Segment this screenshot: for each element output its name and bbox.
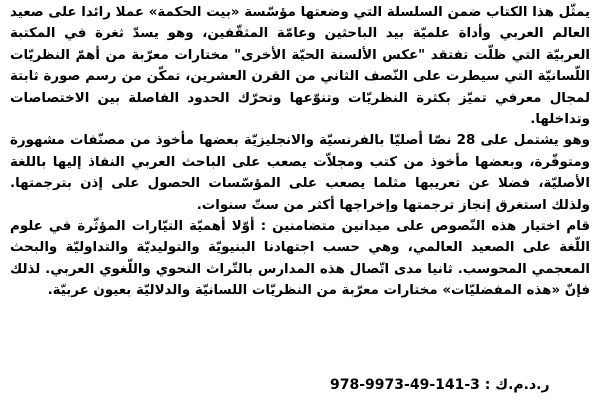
body-text bbox=[10, 2, 590, 302]
isbn-line: ر.د.م.ك : 3-141-49-9973-978 bbox=[330, 377, 550, 393]
paragraph-3: قام اختيار هذه النّصوص على ميدانين متضامنين : أوّلا أهميّة التيّارات المؤثّرة في علوم اللّغة على الصعيد العالمي، وهي حسب اجتهادنا البنيويّة والتوليديّة والتداوليّة والبحث المعجمي المحوسب. ثانيا مدى اتّصال هذه المدارس بالتّراث النحوي واللّغوي العربي. لذلك فإنّ «هذه المفضليّات» مختارات معرّبة من النظريّات اللسانيّة والدلاليّة بعيون عربيّة. bbox=[10, 219, 590, 299]
paragraph-2: وهو يشتمل على 28 نصّا أصليّا بالفرنسيّة والانجليزيّة بعضها مأخوذ من مصنّفات مشهورة ومتوفّرة، وبعضها مأخوذ من كتب ومجلاّت يصعب على الباحث العربي النفاذ إليها باللغة الأصليّة، فضلا عن تعريبها مثلما يصعب على المؤسّسات الحصول على إذن بترجمتها. ولذلك استغرق إنجاز ترجمتها وإخراجها أكثر من ستّ سنوات. bbox=[10, 133, 590, 213]
paragraph-1: يمثّل هذا الكتاب ضمن السلسلة التي وضعتها مؤسّسة «بيت الحكمة» عملا رائدا على صعيد العالم العربي وأداة علميّة بيد الباحثين وعامّة المثقّفين، وهو يسدّ ثغرة في المكتبة العربيّة التي ظلّت تفتقد "عكس الألسنة الحيّة الأخرى" مختارات معرّبة من أهمّ النظريّات اللّسانيّة التي سيطرت على النّصف الثاني من القرن العشرين، تمكّن من رسم صورة ثابتة لمجال معرفي تميّز بكثرة النظريّات وتنوّعها وتحرّك الحدود الفاصلة بين الاختصاصات وتداخلها. bbox=[10, 5, 590, 128]
